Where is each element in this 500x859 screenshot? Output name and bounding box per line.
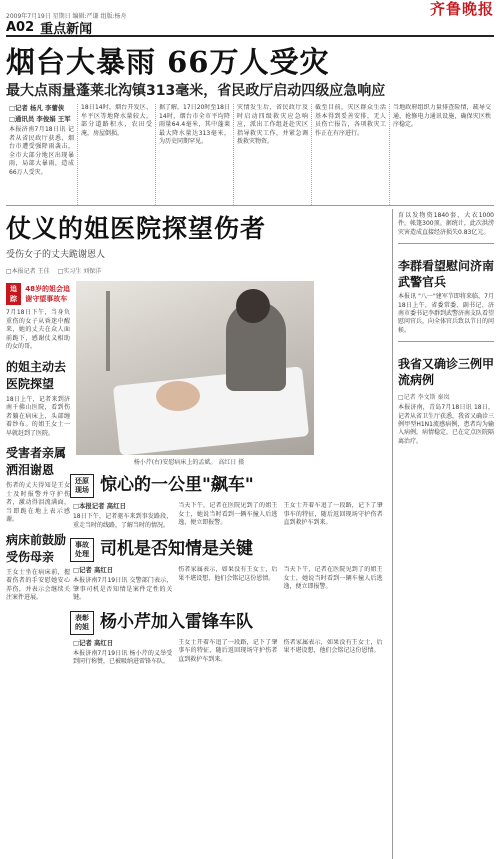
story-headline: 杨小芹加入雷锋车队 — [99, 611, 253, 632]
sidebar-story-body — [70, 502, 386, 530]
story-column: 王女士开着车追了一段路，记下了肇事车的特征，随后返回现场守护伤者直到救护车到来。 — [178, 638, 278, 663]
feature-credit: □本报记者 王佳 — [6, 268, 50, 275]
feature-subhead: 的姐主动去医院探望 — [6, 359, 67, 391]
story-column: 伤者家属表示，如果没有王女士，后果不堪设想，他们会铭记这份恩情。 — [178, 566, 278, 582]
top-story-column — [312, 104, 390, 205]
story-headline: 司机是否知情是关键 — [99, 539, 253, 559]
top-story-column — [78, 104, 156, 205]
story-column: 当天下午，记者在医院见到了的姐王女士，她说当时看到一辆车撞人后逃逸，便立即报警。 — [178, 502, 278, 526]
column-text: 据了解，17日20时至18日14时，烟台市全市平均降雨量64.4毫米，其中蓬莱最大降水量达313毫米，为历史同期罕见。 — [159, 104, 230, 145]
top-byline-1: □记者 杨凡 李蕾侠 — [9, 104, 65, 112]
feature-left-column — [6, 281, 70, 667]
notice-text: 48岁的姐会追谢守望事故车 — [25, 285, 70, 303]
story-column: 王女士开着车追了一段路，记下了肇事车的特征，随后返回现场守护伤者直到救护车到来。 — [283, 502, 383, 526]
column-text: 本报济南7月19日讯 交警部门表示，肇事司机是否知情是案件定性的关键。 — [72, 577, 173, 601]
divider — [398, 243, 494, 244]
top-byline-2: □通讯员 李俊娟 王军 — [9, 115, 71, 123]
top-story-column — [6, 104, 78, 205]
top-story-column — [156, 104, 234, 205]
top-headline: 烟台大暴雨 66万人受灾 — [6, 45, 330, 79]
feature-subhead: 病床前鼓励受伤母亲 — [6, 532, 67, 564]
feature-paragraph: 王女士坐在病床前，握着伤者的手安慰她安心养伤，并表示会继续关注案件进展。 — [6, 568, 70, 601]
column-text: 本报济南7月18日讯 记者从省民政厅获悉，烟台市遭受强降雨袭击，全市大部分地区出现暴雨，局部大暴雨，造成66万人受灾。 — [9, 126, 74, 176]
story-tag: 还原现场 — [70, 474, 94, 498]
dateline: 2009年7月19日 星期日 编辑:严谦 组版:杨舟 — [6, 13, 127, 20]
story-column — [70, 502, 175, 530]
story-byline: □本报记者 高红日 — [72, 502, 126, 510]
right-headline-2: 我省又确诊三例甲流病例 — [398, 357, 495, 388]
story-byline: □记者 高红日 — [72, 566, 114, 574]
feature-headline: 仗义的姐医院探望伤者 — [6, 214, 267, 243]
column-text: 截至目前，灾区群众生活基本得到妥善安排，无人员伤亡报告，各项救灾工作正在有序进行。 — [315, 104, 386, 137]
story-tag: 表彰的姐 — [70, 611, 94, 635]
story-column: 伤者家属表示，如果没有王女士，后果不堪设想，他们会铭记这份恩情。 — [283, 638, 383, 654]
top-story-column — [234, 104, 312, 205]
notice-line — [6, 283, 70, 305]
feature-credits — [6, 266, 386, 275]
feature-subheadline: 受伤女子的丈夫跪谢恩人 — [6, 250, 106, 260]
top-bar — [6, 0, 494, 20]
iv-stand — [106, 291, 110, 371]
section-name: 重点新闻 — [40, 22, 93, 37]
sidebar-story-body — [70, 639, 386, 667]
main-area — [6, 209, 494, 859]
visitor-head — [236, 289, 270, 323]
right-story-2-byline: □记者 李文斯 秦岚 — [398, 394, 450, 402]
top-story-body — [6, 104, 494, 206]
story-column: 当天下午，记者在医院见到了的姐王女士，她说当时看到一辆车撞人后逃逸，便立即报警。 — [283, 566, 383, 590]
patient-head — [156, 381, 200, 411]
column-text: 18日14时，烟台开发区、牟平区等地降水量较大，部分道路积水，农田受淹，房屋倒损。 — [81, 104, 152, 137]
notice-badge: 追踪 — [6, 283, 21, 305]
right-story-2-text: 本报济南，青岛7月18日讯 18日，记者从省卫生厅获悉，我省又确诊三例甲型H1N1流感病例，患者均为输入病例，病情稳定，已在定点医院隔离治疗。 — [398, 404, 495, 445]
masthead-logo: 齐鲁晚报 — [429, 0, 494, 18]
top-deck: 最大点雨量蓬莱北沟镇313毫米，省民政厅启动四级应急响应 — [6, 83, 386, 99]
section-bar — [6, 20, 494, 37]
feature-right-block — [70, 281, 386, 667]
story-column — [70, 639, 175, 667]
section-number: A02 — [6, 20, 35, 35]
column-text: 当地政府组织力量排查险情，疏导交通，抢修电力通讯设施，确保灾区秩序稳定。 — [393, 104, 491, 128]
sidebar-story-body — [70, 566, 386, 603]
sidebar-story-header — [70, 538, 386, 562]
hospital-photo — [76, 281, 314, 455]
top-story-column — [390, 104, 494, 205]
feature-credit: □实习生 刘保洋 — [57, 268, 102, 275]
feature-lead-box — [6, 281, 386, 667]
photo-caption: 杨小芹(右)安慰病床上的孟斌。 高红日 摄 — [133, 459, 245, 466]
story-tag: 事故处理 — [70, 538, 94, 562]
sidebar-story-header — [70, 474, 386, 498]
feature-lead: 7月18日下午，当身负重伤的女子从昏迷中醒来，她的丈夫在众人面前跪下，感谢仗义相助的女的哥。 — [6, 309, 70, 350]
column-text: 18日下午，记者驱车来到事发路段，重走当时的线路，了解当时的情况。 — [72, 513, 173, 529]
right-top-text: 育以发物资1840套，大衣1000件，帐篷300顶。据统计，此次洪涝灾害造成直接经济损失0.83亿元。 — [398, 212, 494, 236]
right-story-1-text: 本报讯 "八一"建军节即将来临，7月18日上午，省委常委、副书记、济南市委书记李群到武警济南支队看望慰问官兵，向全体官兵致以节日的问候。 — [398, 293, 495, 334]
column-text: 本报济南7月19日讯 杨小芹的义举受到同行称赞，已被吸纳进雷锋车队。 — [72, 649, 173, 665]
divider — [398, 341, 494, 342]
right-column — [393, 209, 494, 859]
right-headline-1: 李群看望慰问济南武警官兵 — [398, 259, 495, 290]
story-byline: □记者 高红日 — [72, 638, 114, 647]
column-text: 灾情发生后，省民政厅及时启动四级救灾应急响应，派出工作组赶赴灾区指导救灾工作，并紧急调拨救灾物资。 — [237, 104, 308, 145]
feature-subhead: 受害者亲属洒泪谢恩 — [6, 446, 67, 477]
story-column — [70, 566, 175, 603]
feature-paragraph: 伤者的丈夫得知是王女士及时报警并守护伤者，激动得泪流满面，当即跪在地上表示感谢。 — [6, 482, 70, 523]
feature-area — [6, 209, 393, 859]
story-headline: 惊心的一公里"飙车" — [99, 475, 254, 495]
sidebar-story-header — [70, 611, 386, 635]
feature-paragraph: 18日上午，记者来到济南千佛山医院，看到伤者躺在病床上，头部缠着纱布。的姐王女士一早就赶到了医院。 — [6, 395, 70, 437]
